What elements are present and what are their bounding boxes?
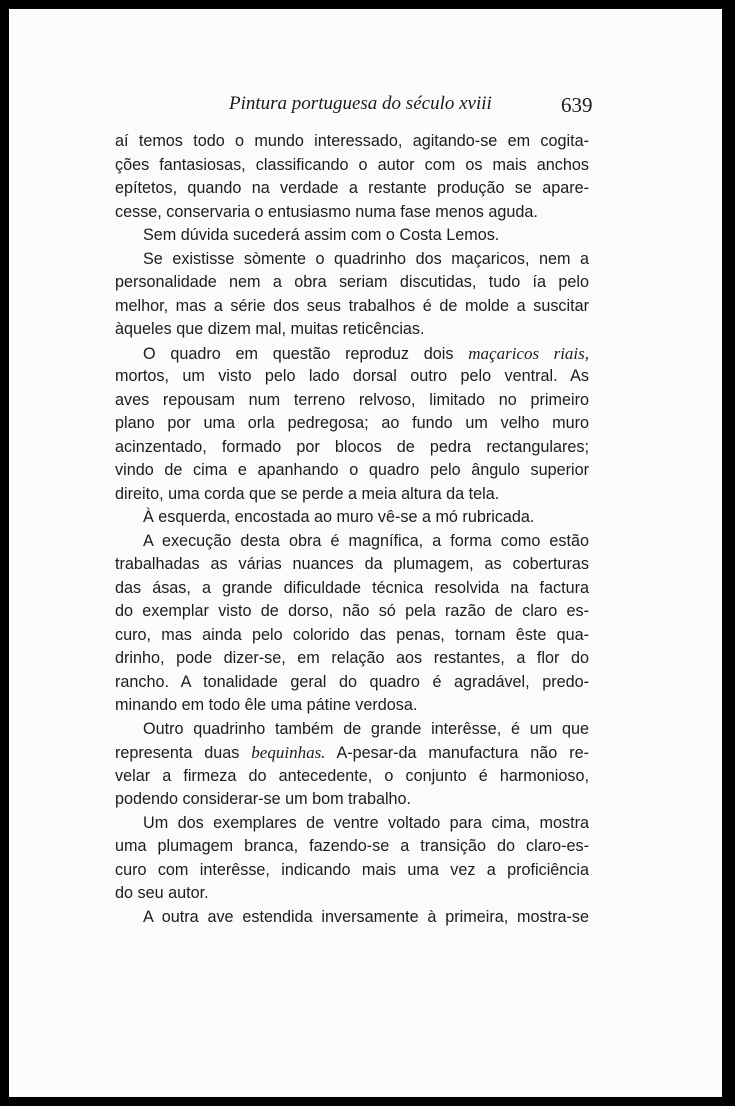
text-line: cesse, conservaria o entusiasmo numa fase menos aguda. xyxy=(115,202,538,221)
paragraph-start: À esquerda, encostada ao muro vê-se a mó rubricada. xyxy=(143,508,535,526)
text-line: direito, uma corda que se perde a meia altura da tela. xyxy=(115,484,500,503)
text-line: do exemplar visto de dorso, não só pela razão de claro es- xyxy=(115,602,589,620)
italic-term: maçaricos riais, xyxy=(468,343,590,363)
paragraph-start: A outra ave estendida inversamente à primeira, mostra-se xyxy=(143,907,589,926)
text-line: curo com interêsse, indicando mais uma vez a proficiência xyxy=(115,860,589,879)
text-line: aves repousam num terreno relvoso, limitado no primeiro xyxy=(115,390,589,409)
paragraph-start: Sem dúvida sucederá assim com o Costa Lemos. xyxy=(143,226,500,244)
text-line: das ásas, a grande dificuldade técnica resolvida na factura xyxy=(115,578,589,597)
text-line: personalidade nem a obra seriam discutidas, tudo ía pelo xyxy=(115,273,589,291)
paragraph-start xyxy=(115,342,589,366)
text-line: aí temos todo o mundo interessado, agitando-se em cogita- xyxy=(115,132,589,150)
text-line: melhor, mas a série dos seus trabalhos é de molde a suscitar xyxy=(115,296,589,315)
paragraph-start: Se existisse sòmente o quadrinho dos maçaricos, nem a xyxy=(143,249,589,268)
paragraph-start: Outro quadrinho também de grande interêsse, é um que xyxy=(143,719,589,738)
paragraph-start: A execução desta obra é magnífica, a forma como estão xyxy=(143,531,589,550)
text-line: uma plumagem branca, fazendo-se a transição do claro-es- xyxy=(115,837,589,855)
page-header xyxy=(9,93,722,117)
paragraph-start: Um dos exemplares de ventre voltado para cima, mostra xyxy=(143,813,589,832)
text-segment: A-pesar-da manufactura não re- xyxy=(325,744,589,762)
text-line: ções fantasiosas, classificando o autor com os mais anchos xyxy=(115,155,589,174)
text-line xyxy=(115,741,589,765)
text-line: trabalhadas as várias nuances da plumagem, as coberturas xyxy=(115,555,589,573)
book-page xyxy=(9,9,722,1097)
text-line: velar a firmeza do antecedente, o conjunto é harmonioso, xyxy=(115,766,589,785)
text-line: do seu autor. xyxy=(115,884,209,902)
text-line: mortos, um visto pelo lado dorsal outro pelo ventral. As xyxy=(115,367,589,385)
text-line: acinzentado, formado por blocos de pedra rectangulares; xyxy=(115,437,589,456)
body-text xyxy=(115,130,589,929)
text-line: plano por uma orla pedregosa; ao fundo um velho muro xyxy=(115,414,589,432)
text-segment: representa duas xyxy=(115,744,252,762)
text-line: podendo considerar-se um bom trabalho. xyxy=(115,790,412,808)
text-segment: O quadro em questão reproduz dois xyxy=(143,344,469,363)
text-line: àqueles que dizem mal, muitas reticências. xyxy=(115,320,425,338)
italic-term: bequinhas. xyxy=(251,743,326,762)
running-title: Pintura portuguesa do século xviii xyxy=(229,93,492,114)
text-line: rancho. A tonalidade geral do quadro é agradável, predo- xyxy=(115,672,589,691)
text-line: vindo de cima e apanhando o quadro pelo ângulo superior xyxy=(115,461,589,479)
text-line: epítetos, quando na verdade a restante produção se apare- xyxy=(115,179,589,197)
text-line: curo, mas ainda pelo colorido das penas, tornam êste qua- xyxy=(115,625,589,644)
text-line: minando em todo êle uma pátine verdosa. xyxy=(115,696,418,714)
text-line: drinho, pode dizer-se, em relação aos restantes, a flor do xyxy=(115,649,589,667)
page-number: 639 xyxy=(561,93,593,117)
